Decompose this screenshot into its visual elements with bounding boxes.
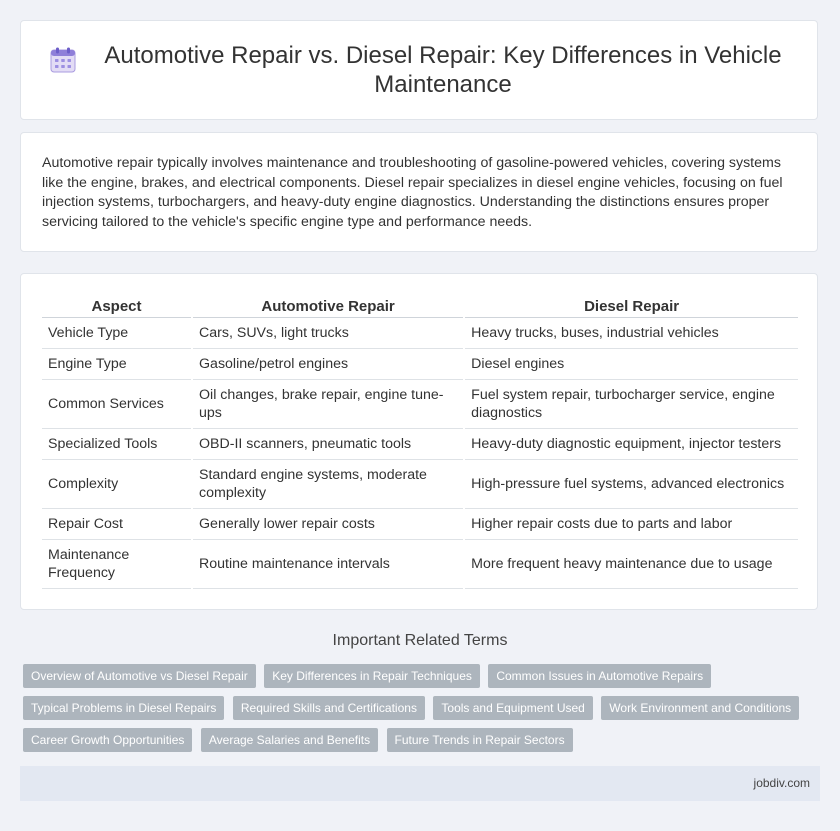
row-automotive: Generally lower repair costs xyxy=(192,509,464,540)
row-diesel: Fuel system repair, turbocharger service, engine diagnostics xyxy=(464,380,798,429)
row-automotive: Cars, SUVs, light trucks xyxy=(192,318,464,349)
header-aspect: Aspect xyxy=(42,294,192,318)
row-aspect: Repair Cost xyxy=(42,509,192,540)
row-automotive: Routine maintenance intervals xyxy=(192,540,464,589)
table-row xyxy=(42,318,798,349)
footer xyxy=(20,766,820,801)
row-automotive: Standard engine systems, moderate complexity xyxy=(192,460,464,509)
row-automotive: OBD-II scanners, pneumatic tools xyxy=(192,429,464,460)
table-header-row xyxy=(42,294,798,318)
related-tag[interactable]: Common Issues in Automotive Repairs xyxy=(488,664,711,688)
related-tag[interactable]: Average Salaries and Benefits xyxy=(201,728,378,752)
table-row xyxy=(42,380,798,429)
row-aspect: Complexity xyxy=(42,460,192,509)
row-aspect: Vehicle Type xyxy=(42,318,192,349)
table-row xyxy=(42,540,798,589)
table-row xyxy=(42,429,798,460)
related-tag[interactable]: Typical Problems in Diesel Repairs xyxy=(23,696,224,720)
title-card xyxy=(20,20,818,120)
related-tag[interactable]: Key Differences in Repair Techniques xyxy=(264,664,480,688)
page-title: Automotive Repair vs. Diesel Repair: Key Differences in Vehicle Maintenance xyxy=(104,42,782,98)
row-diesel: Heavy trucks, buses, industrial vehicles xyxy=(464,318,798,349)
title-wrap xyxy=(50,41,788,99)
row-automotive: Oil changes, brake repair, engine tune-ups xyxy=(192,380,464,429)
row-aspect: Specialized Tools xyxy=(42,429,192,460)
footer-site-link[interactable]: jobdiv.com xyxy=(753,776,810,790)
table-row xyxy=(42,349,798,380)
intro-paragraph: Automotive repair typically involves maintenance and troubleshooting of gasoline-powered vehicles, covering systems like the engine, brakes, and electrical components. Diesel repair specializes in diesel engine vehicles, focusing on fuel injection systems, turbochargers, and heavy-duty engine diagnostics. Understanding the distinctions ensures proper servicing tailored to the vehicle's specific engine type and performance needs. xyxy=(42,155,783,230)
comparison-table xyxy=(42,294,798,589)
row-aspect: Common Services xyxy=(42,380,192,429)
row-diesel: Diesel engines xyxy=(464,349,798,380)
row-diesel: More frequent heavy maintenance due to usage xyxy=(464,540,798,589)
row-diesel: Heavy-duty diagnostic equipment, injector testers xyxy=(464,429,798,460)
header-diesel-repair: Diesel Repair xyxy=(464,294,798,318)
row-automotive: Gasoline/petrol engines xyxy=(192,349,464,380)
related-tag[interactable]: Tools and Equipment Used xyxy=(433,696,592,720)
table-row xyxy=(42,460,798,509)
related-terms-tags xyxy=(23,664,813,760)
related-tag[interactable]: Work Environment and Conditions xyxy=(601,696,799,720)
calendar-icon xyxy=(50,47,76,73)
row-aspect: Maintenance Frequency xyxy=(42,540,192,589)
table-row xyxy=(42,509,798,540)
row-diesel: Higher repair costs due to parts and labor xyxy=(464,509,798,540)
intro-card xyxy=(20,132,818,252)
row-diesel: High-pressure fuel systems, advanced electronics xyxy=(464,460,798,509)
related-tag[interactable]: Required Skills and Certifications xyxy=(233,696,425,720)
header-automotive-repair: Automotive Repair xyxy=(192,294,464,318)
related-tag[interactable]: Career Growth Opportunities xyxy=(23,728,192,752)
related-tag[interactable]: Overview of Automotive vs Diesel Repair xyxy=(23,664,256,688)
related-terms-heading: Important Related Terms xyxy=(332,632,508,649)
related-tag[interactable]: Future Trends in Repair Sectors xyxy=(387,728,573,752)
row-aspect: Engine Type xyxy=(42,349,192,380)
comparison-card xyxy=(20,273,818,610)
